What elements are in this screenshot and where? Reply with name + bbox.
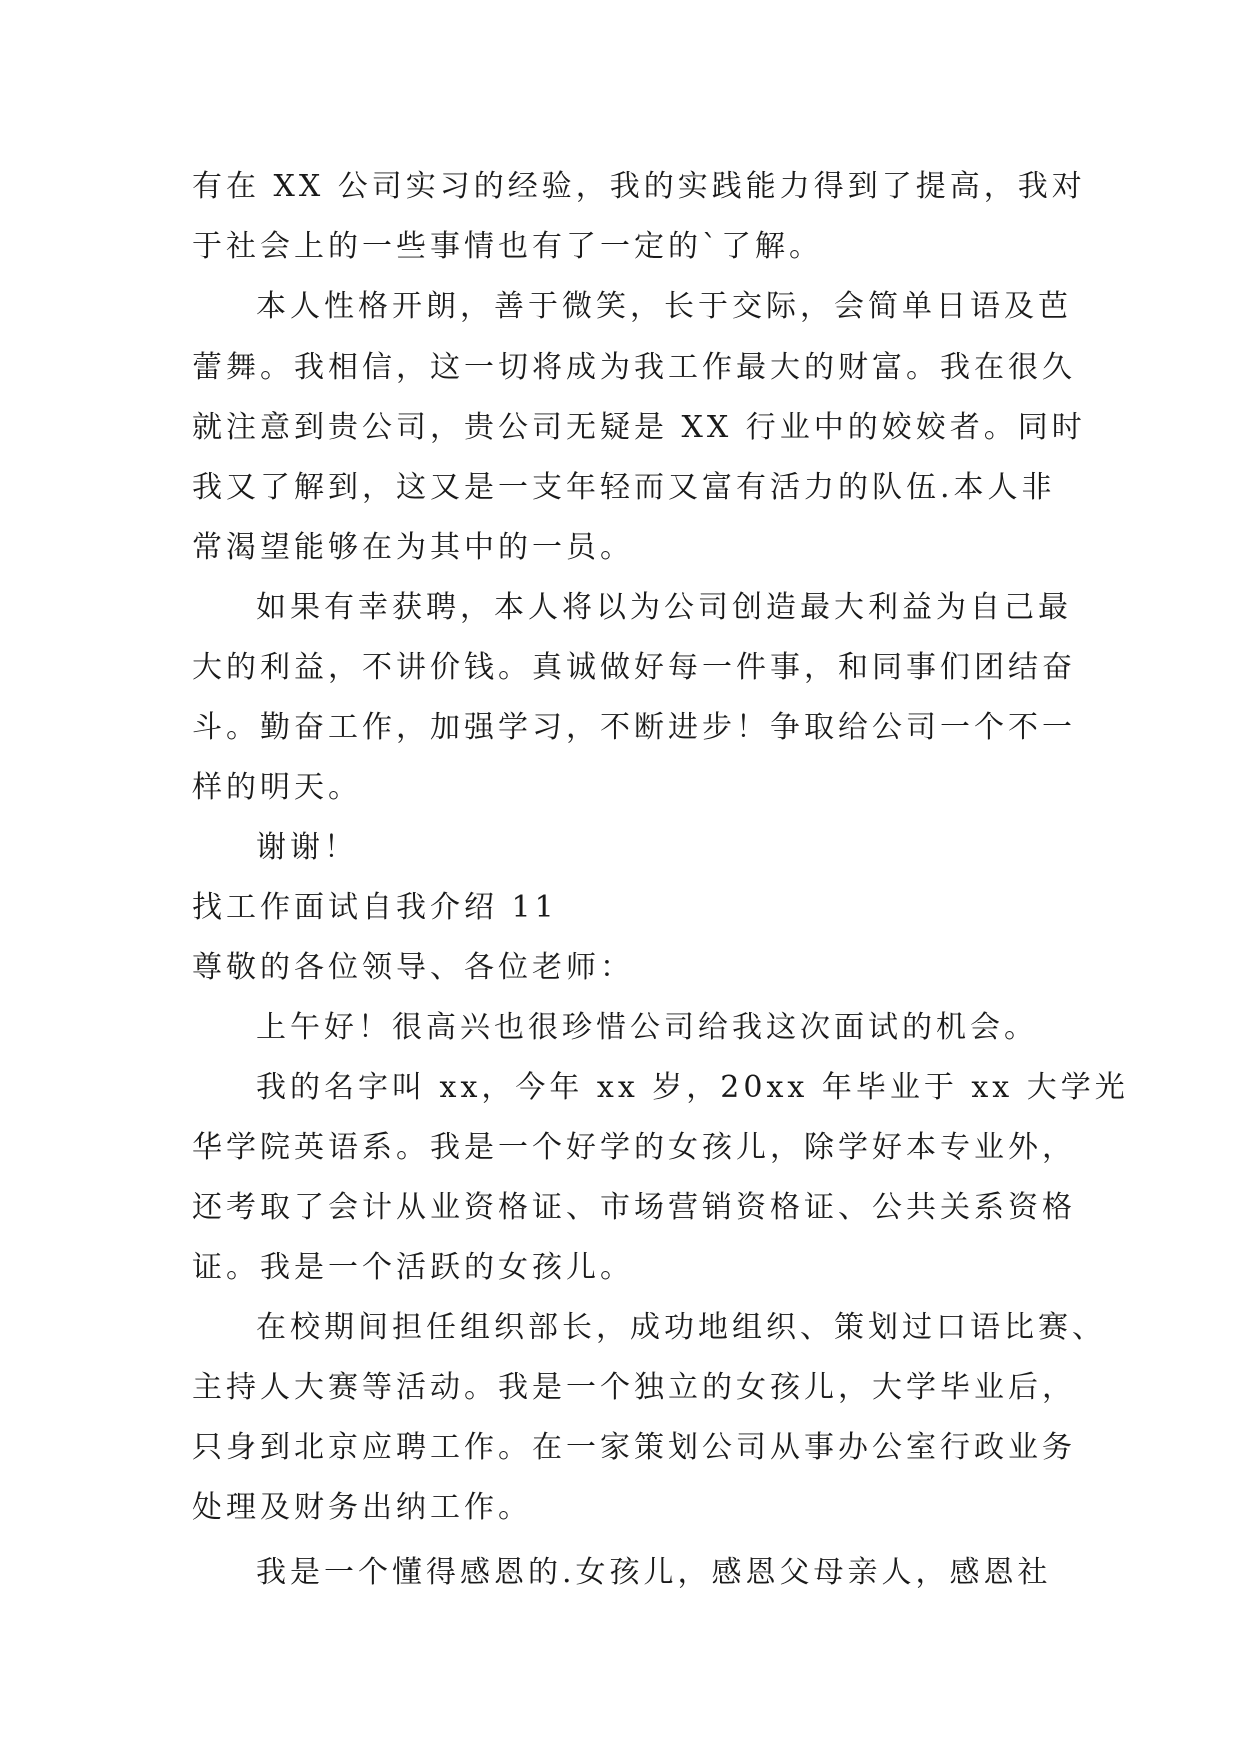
paragraph-start-line: 我是一个懂得感恩的.女孩儿，感恩父母亲人，感恩社 xyxy=(256,1555,1052,1590)
paragraph-start-line: 如果有幸获聘，本人将以为公司创造最大利益为自己最 xyxy=(256,590,1072,625)
text-line: 处理及财务出纳工作。 xyxy=(192,1490,532,1525)
paragraph-start-line: 在校期间担任组织部长，成功地组织、策划过口语比赛、 xyxy=(256,1310,1106,1345)
text-line: 于社会上的一些事情也有了一定的`了解。 xyxy=(192,229,823,264)
paragraph-start-line: 上午好！很高兴也很珍惜公司给我这次面试的机会。 xyxy=(256,1010,1038,1045)
paragraph-start-line: 我的名字叫 xx，今年 xx 岁，20xx 年毕业于 xx 大学光 xyxy=(256,1070,1129,1105)
text-line: 常渴望能够在为其中的一员。 xyxy=(192,530,634,565)
text-line: 只身到北京应聘工作。在一家策划公司从事办公室行政业务 xyxy=(192,1430,1076,1465)
text-line: 华学院英语系。我是一个好学的女孩儿，除学好本专业外， xyxy=(192,1130,1076,1165)
text-line: 蕾舞。我相信，这一切将成为我工作最大的财富。我在很久 xyxy=(192,350,1076,385)
text-line: 就注意到贵公司，贵公司无疑是 XX 行业中的姣姣者。同时 xyxy=(192,410,1086,445)
text-line: 样的明天。 xyxy=(192,770,362,805)
salutation-line: 尊敬的各位领导、各位老师： xyxy=(192,950,634,985)
text-line: 还考取了会计从业资格证、市场营销资格证、公共关系资格 xyxy=(192,1190,1076,1225)
thanks-line: 谢谢！ xyxy=(256,830,358,865)
text-line: 主持人大赛等活动。我是一个独立的女孩儿，大学毕业后， xyxy=(192,1370,1076,1405)
text-line: 有在 XX 公司实习的经验，我的实践能力得到了提高，我对 xyxy=(192,169,1086,204)
text-line: 斗。勤奋工作，加强学习，不断进步！争取给公司一个不一 xyxy=(192,710,1076,745)
text-line: 大的利益，不讲价钱。真诚做好每一件事，和同事们团结奋 xyxy=(192,650,1076,685)
paragraph-start-line: 本人性格开朗，善于微笑，长于交际，会简单日语及芭 xyxy=(256,289,1072,324)
text-line: 证。我是一个活跃的女孩儿。 xyxy=(192,1250,634,1285)
text-line: 我又了解到，这又是一支年轻而又富有活力的队伍.本人非 xyxy=(192,470,1056,505)
section-heading: 找工作面试自我介绍 11 xyxy=(192,890,558,925)
